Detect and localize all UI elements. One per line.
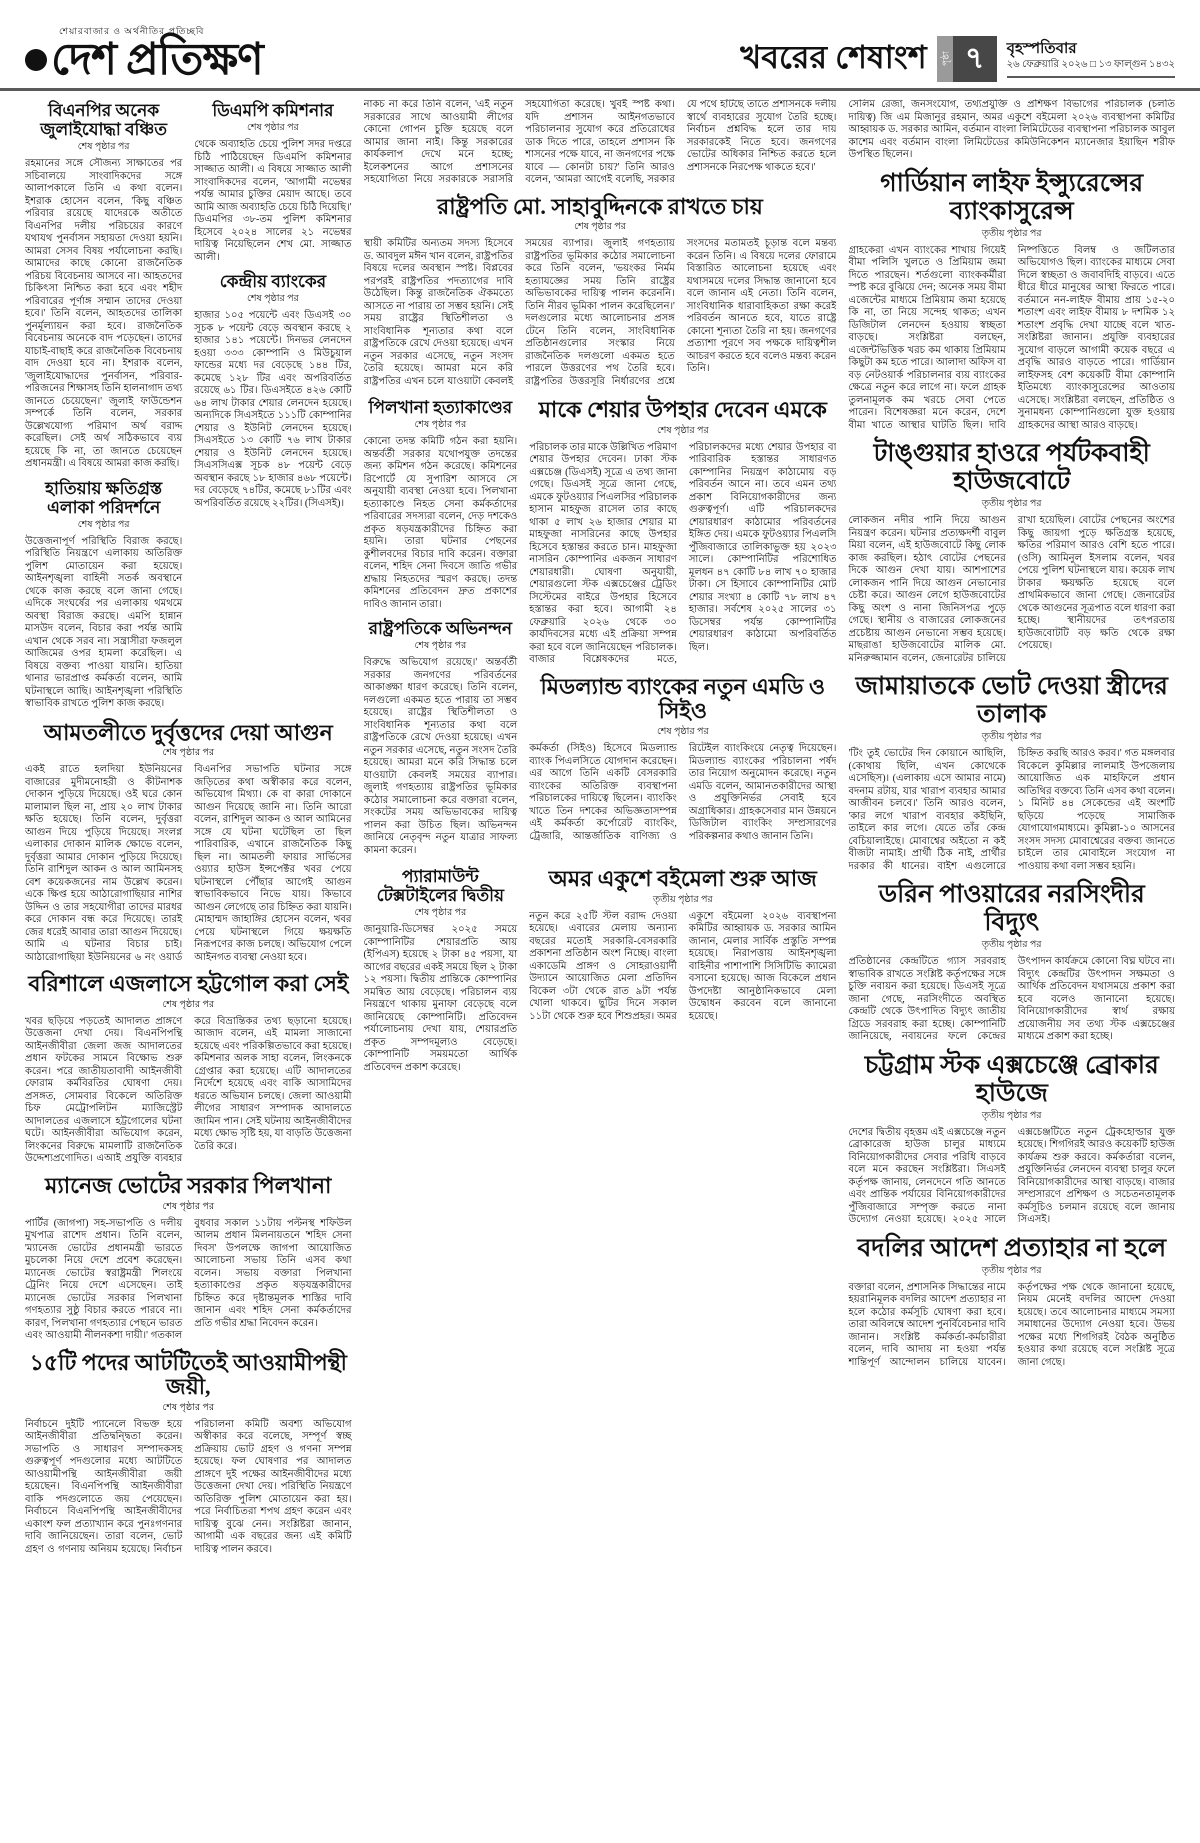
- section-title: খবরের শেষাংশ: [740, 39, 927, 75]
- continuation-note: শেষ পৃষ্ঠার পর: [162, 999, 215, 1010]
- right-region: [848, 99, 1175, 1839]
- article-headline: মাকে শেয়ার উপহার দেবেন এমকে: [538, 397, 827, 423]
- article: [364, 99, 837, 187]
- article: [25, 721, 352, 965]
- article: [848, 673, 1175, 873]
- article-body: নির্বাচনে দুইটি প্যানেলে বিভক্ত হয়ে আইনজীবীরা প্রতিদ্বন্দ্বিতা করেন। সভাপতি ও সাধারণ সম্পাদকসহ গুরুত্বপূর্ণ পদগুলোর মধ্যে আটটিতে আওয়ামীপন্থি আইনজীবীরা জয়ী হয়েছেন। বিএনপিপন্থি আইনজীবীরা বাকি পদগুলোতে জয় পেয়েছেন। নির্বাচনে বিএনপিপন্থি আইনজীবীদের একাংশ ফল প্রত্যাখ্যান করে পুনঃগণনার দাবি জানিয়েছেন। তারা বলেন, ভোট গ্রহণ ও গণনায় অনিয়ম হয়েছে। নির্বাচন পরিচালনা কমিটি অবশ্য অভিযোগ অস্বীকার করে বলেছে, সম্পূর্ণ স্বচ্ছ প্রক্রিয়ায় ভোট গ্রহণ ও গণনা সম্পন্ন হয়েছে। ফল ঘোষণার পর আদালত প্রাঙ্গণে দুই পক্ষের আইনজীবীদের মধ্যে উত্তেজনা দেখা দেয়। পরিস্থিতি নিয়ন্ত্রণে অতিরিক্ত পুলিশ মোতায়েন করা হয়। পরে নির্বাচিতরা শপথ গ্রহণ করেন এবং দায়িত্ব বুঝে নেন। সংশ্লিষ্টরা জানান, আগামী এক বছরের জন্য এই কমিটি দায়িত্ব পালন করবে।: [25, 1418, 352, 1555]
- article-headline: গার্ডিয়ান লাইফ ইন্স্যুরেন্সের ব্যাংকাসুরেন্স: [880, 169, 1144, 225]
- page-number-tag: [937, 36, 997, 82]
- article: [364, 195, 837, 389]
- article-body: পরিচালক তার মাকে উল্লিখিত পরিমাণ শেয়ার উপহার দেবেন। ঢাকা স্টক এক্সচেঞ্জ (ডিএসই) সূত্রে এ তথ্য জানা গেছে। ডিএসই সূত্রে জানা গেছে, এমকে ফুটওয়্যার পিএলসির পরিচালক হাসান মাহফুজ রাসেল তার কাছে থাকা ৫ লাখ ২৬ হাজার শেয়ার মা মাহফুজা নাসরিনের কাছে উপহার হিসেবে হস্তান্তর করতে চান। মাহফুজা নাসরিন কোম্পানির একজন সাধারণ শেয়ারধারী। ঘোষণা অনুযায়ী, শেয়ারগুলো স্টক এক্সচেঞ্জের ট্রেডিং সিস্টেমের বাইরে উপহার হিসেবে হস্তান্তর করা হবে। আগামী ২৪ ফেব্রুয়ারি ২০২৬ থেকে ৩০ কার্যদিবসের মধ্যে এই প্রক্রিয়া সম্পন্ন করা হবে বলে জানিয়েছেন পরিচালক। বাজার বিশ্লেষকদের মতে, পরিচালকদের মধ্যে শেয়ার উপহার বা পারিবারিক হস্তান্তর সাধারণত কোম্পানির নিয়ন্ত্রণ কাঠামোয় বড় পরিবর্তন আনে না। তবে এমন তথ্য প্রকাশ বিনিয়োগকারীদের জন্য গুরুত্বপূর্ণ। এটি পরিচালকদের শেয়ারধারণ কাঠামোর পরিবর্তনের ইঙ্গিত দেয়। এমকে ফুটওয়্যার পিএলসি পুঁজিবাজারে তালিকাভুক্ত হয় ২০২৩ সালে। কোম্পানিটির পরিশোধিত মূলধন ৪৭ কোটি ৮৪ লাখ ৭০ হাজার টাকা। সে হিসাবে কোম্পানিটির মোট শেয়ার সংখ্যা ৪ কোটি ৭৮ লাখ ৪৭ হাজার। সর্বশেষ ২০২৫ সালের ৩১ ডিসেম্বর পর্যন্ত কোম্পানিটির শেয়ারধারণ কাঠামো অপরিবর্তিত ছিল।: [529, 441, 837, 666]
- article-body: একই রাতে হলদিয়া ইউনিয়নের বাজারের মুদীমনোহরী ও কীটনাশক দোকান পুড়িয়ে দিয়েছে। ওই ঘরে কোন মালামাল ছিল না, প্রায় ২০ লাখ টাকার ক্ষতি হয়েছে। তিনি বলেন, দুর্বৃত্তরা আগুন দিয়ে পুড়িয়ে দিয়েছে। সংলগ্ন এলাকার দোকান মালিক ক্ষোভে বলেন, দুর্বৃত্তরা আমার দোকান পুড়িয়ে দিয়েছে। তিনি রাশিদুল আকন ও আল আমিনসহ বেশ কয়েকজনের নাম উল্লেখ করেন। একে ক্ষিপ্ত হয়ে আঠারোগাছিয়ার নাশির উদ্দিন ও তার সহযোগীরা তাদের মারধর করে দোকান বন্ধ করে দিয়েছে। তারই জের ধরেই আবার তারা আগুন দিয়েছে। আমি এ ঘটনার বিচার চাই। আঠারোগাছিয়া ইউনিয়নের ৬ নং ওয়ার্ড বিএনপির সভাপতি ঘটনার সঙ্গে জড়িতের কথা অস্বীকার করে বলেন, অভিযোগ মিথ্যা। কে বা কারা দোকানে আগুন দিয়েছে জানি না। তিনি আরো বলেন, রাশিদুল আকন ও আল আমিনের সঙ্গে যে ঘটনা ঘটেছিল তা ছিল পারিবারিক, এখানে রাজনৈতিক কিছু ছিল না। আমতলী ফায়ার সার্ভিসের ওয়্যার হাউস ইন্সপেক্টর খবর পেয়ে ঘটনাস্থলে পৌঁছার আগেই আগুন স্বাভাবিকভাবে নিভে যায়। কিভাবে আগুন লেগেছে তার চিহ্নিত করা যায়নি। মোহাম্মদ জাহাঙ্গির হোসেন বলেন, খবর পেয়ে ঘটনাস্থলে গিয়ে ক্ষয়ক্ষতি নিরূপণের কাজ চলছে। অভিযোগ পেলে আইনগত ব্যবস্থা নেওয়া হবে।: [25, 764, 352, 963]
- article-headline: বরিশালে এজলাসে হট্টগোল করা সেই: [28, 971, 349, 997]
- article: [25, 972, 352, 1166]
- continuation-note: শেষ পৃষ্ঠার পর: [162, 1402, 215, 1413]
- column-stack: [25, 99, 182, 719]
- masthead-tagline: শেয়ারবাজার ও অর্থনীতির প্রতিচ্ছবি: [59, 26, 205, 36]
- article-headline: চট্টগ্রাম স্টক এক্সচেঞ্জে ব্রোকার হাউজে: [864, 1051, 1159, 1107]
- article-body: লোকজন নদীর পানি দিয়ে আগুন নিয়ন্ত্রণ করেন। ঘটনার প্রত্যক্ষদর্শী বাবুল মিয়া বলেন, এই হাউজবোটে কিছু লোক কাজ করছিল। হঠাৎ বোটের পেছনের দিকে আগুন দেখা যায়। আশপাশের লোকজন পানি দিয়ে আগুন নেভানোর চেষ্টা করে। আগুন লেগে হাউজবোটের কিছু অংশ ও নানা জিনিসপত্র পুড়ে গেছে। স্থানীয় ও বাজারের লোকজনের প্রচেষ্টায় আগুন নেভানো সম্ভব হয়েছে। মাছরাঙা হাউজবোটের মালিক মো. মনিরুজ্জামান বলেন, জেনারেটর চালিয়ে রাখা হয়েছিল। বোটের পেছনের অংশের কিছু জায়গা পুড়ে ক্ষতিগ্রস্ত হয়েছে, ক্ষতির পরিমাণ আরও বেশি হতে পারে। (ওসি) আমিনুল ইসলাম বলেন, খবর পেয়ে পুলিশ ঘটনাস্থলে যায়। কয়েক লাখ টাকার ক্ষয়ক্ষতি হয়েছে বলে প্রাথমিকভাবে জানা গেছে। জেনারেটর থেকে আগুনের সূত্রপাত বলে ধারণা করা হচ্ছে। স্থানীয়দের তৎপরতায় হাউজবোটটি বড় ক্ষতি থেকে রক্ষা পেয়েছে।: [848, 515, 1175, 664]
- page-number: ৭: [953, 36, 997, 82]
- article-body: বিরুদ্ধে অভিযোগ রয়েছে।' অন্তর্বর্তী সরকার জনগণের পরিবর্তনের আকাঙ্ক্ষা ধারণ করেছে। তিনি বলেন, দলগুলো একমত হতে পারায় তা সম্ভব হয়েছে। রাষ্ট্রের স্থিতিশীলতা ও সাংবিধানিক শূন্যতার কথা বলে রাষ্ট্রপতিকে রেখে দেওয়া হয়েছে। এখন নতুন সরকার এসেছে, নতুন সংসদ তৈরি হয়েছে। আমরা মনে করি সিদ্ধান্ত চলে যাওয়াটা কেবলই সময়ের ব্যাপার। জুলাই গণহত্যায় রাষ্ট্রপতির ভূমিকার কঠোর সমালোচনা করে বক্তারা বলেন, সংকটের সময় অভিভাবকের দায়িত্ব পালন করা উচিত ছিল। অভিনন্দন জানিয়ে নেতৃবৃন্দ নতুন যাত্রার সাফল্য কামনা করেন।: [363, 657, 518, 856]
- column-band: [25, 99, 352, 719]
- column-stack: [529, 396, 836, 865]
- article-headline: ডরিন পাওয়ারের নরসিংদীর বিদ্যুৎ: [878, 881, 1145, 936]
- article-body: কোনো তদন্ত কমিটি গঠন করা হয়নি। অন্তর্বর্তী সরকার যথোপযুক্ত তদন্তের জন্য কমিশন গঠন করেছে। কমিশনের রিপোর্টে যে সুপারিশ আসবে সে অনুযায়ী ব্যবস্থা নেওয়া হবে। পিলখানা হত্যাকাণ্ডে নিহত সেনা কর্মকর্তাদের পরিবারের সদস্যরা বলেন, দেড় দশকেও প্রকৃত ষড়যন্ত্রকারীদের চিহ্নিত করা হয়নি। তারা ঘটনার পেছনের কুশীলবদের বিচার দাবি করেন। বক্তারা বলেন, শহিদ সেনা দিবসে জাতি গভীর শ্রদ্ধায় নিহতদের স্মরণ করছে। তদন্ত কমিশনের প্রতিবেদন দ্রুত প্রকাশের দাবিও জানান তারা।: [363, 436, 518, 610]
- article: [848, 881, 1175, 1044]
- article-body: বক্তারা বলেন, প্রশাসনিক সিদ্ধান্তের নামে হয়রানিমূলক বদলির আদেশ প্রত্যাহার না হলে কঠোর কর্মসূচি ঘোষণা করা হবে। তারা অবিলম্বে আদেশ পুনর্বিবেচনার দাবি জানান। সংশ্লিষ্ট কর্মকর্তা-কর্মচারীরা বলেন, দাবি আদায় না হওয়া পর্যন্ত শান্তিপূর্ণ আন্দোলন চালিয়ে যাবেন। কর্তৃপক্ষের পক্ষ থেকে জানানো হয়েছে, নিয়ম মেনেই বদলির আদেশ দেওয়া হয়েছে। তবে আলোচনার মাধ্যমে সমস্যা সমাধানের উদ্যোগ নেওয়া হবে। উভয় পক্ষের মধ্যে শিগগিরই বৈঠক অনুষ্ঠিত হওয়ার কথা রয়েছে বলে সংশ্লিষ্ট সূত্রে জানা গেছে।: [848, 1281, 1175, 1368]
- continuation-note: শেষ পৃষ্ঠার পর: [414, 420, 467, 431]
- masthead-title: দেশ প্রতিক্ষণ: [51, 35, 263, 84]
- article: [848, 99, 1175, 162]
- column-band: [364, 396, 837, 865]
- continuation-note: তৃতীয় পৃষ্ঠার পর: [981, 1110, 1042, 1121]
- article: [848, 440, 1175, 665]
- article-headline: জামায়াতকে ভোট দেওয়া স্ত্রীদের তালাক: [855, 673, 1168, 728]
- weekday: বৃহস্পতিবার: [1006, 41, 1077, 58]
- article-body: রহমানের সঙ্গে সৌজন্য সাক্ষাতের পর সচিবালয়ে সাংবাদিকদের সঙ্গে আলাপকালে তিনি এ কথা বলেন। ইশরাক হোসেন বলেন, 'কিছু বঞ্চিত পরিবার রয়েছে যাদেরকে অতীতে বিএনপির দলীয় পরিচয়ের কারণে যথাযথ পুনর্বাসন সহায়তা দেওয়া হয়নি। আমরা সেসব বিষয় পর্যালোচনা করছি। আমাদের কাছে কোনো রাজনৈতিক পরিচয় বিবেচনায় আসবে না। আহতদের চিকিৎসা নিশ্চিত করা হবে এবং শহীদ পরিবারের পূর্ণাঙ্গ সম্মান তাদের দেওয়া হবে।' তিনি বলেন, আহতদের তালিকা পুনর্মূল্যায়ন করা হবে। রাজনৈতিক বিবেচনায় অনেকে বাদ পড়েছেন। তাদের যাচাই-বাছাই করে রাজনৈতিক বিবেচনায় বাদ দেওয়া হবে না। ইশরাক বলেন, 'জুলাইযোদ্ধাদের পুনর্বাসন, পরিবার-পরিজনের শিক্ষাসহ তিনি হালনাগাদ তথ্য জানতে চেয়েছেন।' জুলাই ফাউন্ডেশন সম্পর্কে তিনি বলেন, সরকার উল্লেখযোগ্য পরিমাণ অর্থ বরাদ্দ করেছিল। সেই অর্থ সঠিকভাবে ব্যয় হয়েছে কি না, তা জানতে চেয়েছেন প্রধানমন্ত্রী। এ বিষয়ে আমরা কাজ করছি।: [25, 158, 183, 470]
- article-body: জানুয়ারি-ডিসেম্বর ২০২৫ সময়ে কোম্পানিটির শেয়ারপ্রতি আয় (ইপিএস) হয়েছে ২ টাকা ৪৫ পয়সা, যা আগের বছরের একই সময়ে ছিল ২ টাকা ১২ পয়সা। দ্বিতীয় প্রান্তিকে কোম্পানির সমন্বিত আয় বেড়েছে। পরিচালন ব্যয় নিয়ন্ত্রণে থাকায় মুনাফা বেড়েছে বলে জানিয়েছে কোম্পানিটি। প্রতিবেদন পর্যালোচনায় দেখা যায়, শেয়ারপ্রতি প্রকৃত সম্পদমূল্যও বেড়েছে। কোম্পানিটি সময়মতো আর্থিক প্রতিবেদন প্রকাশ করেছে।: [363, 924, 518, 1073]
- continuation-note: শেষ পৃষ্ঠার পর: [414, 908, 467, 919]
- continuation-note: শেষ পৃষ্ঠার পর: [574, 222, 626, 233]
- article-body: খবর ছড়িয়ে পড়তেই আদালত প্রাঙ্গণে উত্তেজনা দেখা দেয়। বিএনপিপন্থি আইনজীবীরা জেলা জজ আদালতের প্রধান ফটকের সামনে বিক্ষোভ শুরু করেন। পরে জাতীয়তাবাদী আইনজীবী ফোরাম কর্মবিরতির ঘোষণা দেয়। প্রসঙ্গত, সোমবার বিকেলে অতিরিক্ত চিফ মেট্রোপলিটন ম্যাজিস্ট্রেট আদালতের এজলাসে হট্টগোলের ঘটনা ঘটে। আইনজীবীরা অভিযোগ করেন, লিংকনের বিরুদ্ধে মামলাটি রাজনৈতিক উদ্দেশ্যপ্রণোদিত। এআই প্রযুক্তি ব্যবহার করে বিভ্রান্তিকর তথ্য ছড়ানো হয়েছে। আজাদ বলেন, এই মামলা সাজানো হয়েছে এবং পরিকল্পিতভাবে করা হয়েছে। কমিশনার অলক সাহা বলেন, লিংকনকে গ্রেপ্তার করা হয়েছে। এটি আদালতের নির্দেশে হয়েছে এবং বাকি আসামিদের ধরতে অভিযান চলছে। জেলা আওয়ামী লীগের সাধারণ সম্পাদক আদালতে জামিন পান। সেই ঘটনায় আইনজীবীদের মধ্যে ক্ষোভ সৃষ্টি হয়, যা বাড়তি উত্তেজনা তৈরি করে।: [25, 1015, 352, 1165]
- middle-region: [364, 99, 837, 1839]
- article-body: সেলিম রেজা, জনসংযোগ, তথ্যপ্রযুক্তি ও প্রশিক্ষণ বিভাগের পরিচালক (চলতি দায়িত্ব) জি এম মিজানুর রহমান, অমর একুশে বইমেলা ২০২৬ ব্যবস্থাপনা কমিটির আহ্বায়ক ড. সরকার আমিন, বর্তমান বাংলা লিমিটেডের ব্যবস্থাপনা পরিচালক আবুল কাশেম এবং বর্তমান বাংলা লিমিটেডের কমিউনিকেশন ম্যানেজার ইয়াছিন শরীফ উপস্থিত ছিলেন।: [848, 99, 1176, 160]
- article-body: স্থায়ী কমিটির অন্যতম সদস্য হিসেবে ড. আবদুল মঈন খান বলেন, রাষ্ট্রপতির বিষয়ে দলের অবস্থান স্পষ্ট। বিপ্লবের পরপরই রাষ্ট্রপতির পদত্যাগের দাবি উঠেছিল। কিন্তু রাজনৈতিক ঐকমত্যে আসতে না পারায় তা সম্ভব হয়নি। সেই সময় রাষ্ট্রের স্থিতিশীলতা ও সাংবিধানিক শূন্যতার কথা বলে রাষ্ট্রপতিকে রেখে দেওয়া হয়েছে। এখন নতুন সরকার এসেছে, নতুন সংসদ তৈরি হয়েছে। আমরা মনে করি রাষ্ট্রপতির এখন চলে যাওয়াটা কেবলই সময়ের ব্যাপার। জুলাই গণহত্যায় রাষ্ট্রপতির ভূমিকার কঠোর সমালোচনা করে তিনি বলেন, 'ভয়ংকর নির্মম হত্যাযজ্ঞের সময় তিনি রাষ্ট্রের অভিভাবকের দায়িত্ব পালন করেননি। তিনি নীরব ভূমিকা পালন করেছিলেন।' দলগুলোর মধ্যে আলোচনার প্রসঙ্গ টেনে তিনি বলেন, সাংবিধানিক প্রতিষ্ঠানগুলোর সংস্কার নিয়ে রাজনৈতিক দলগুলো একমত হতে পারলে উত্তরণের পথ তৈরি হবে। রাষ্ট্রপতির উত্তরসূরি নির্ধারণের প্রশ্নে সংসদের মতামতই চূড়ান্ত বলে মন্তব্য করেন তিনি। এ বিষয়ে দলের ফোরামে বিস্তারিত আলোচনা হয়েছে এবং যথাসময়ে দলের সিদ্ধান্ত জানানো হবে বলে জানান এই নেতা। তিনি বলেন, সাংবিধানিক ধারাবাহিকতা রক্ষা করেই পরিবর্তন আনতে হবে, যাতে রাষ্ট্রে কোনো শূন্যতা তৈরি না হয়। জনগণের প্রত্যাশা পূরণে সব পক্ষকে দায়িত্বশীল আচরণ করতে হবে বলেও মন্তব্য করেন তিনি।: [363, 238, 837, 387]
- article-body: দেশের দ্বিতীয় বৃহত্তম এই এক্সচেঞ্জে নতুন ব্রোকারেজ হাউজ চালুর মাধ্যমে বিনিয়োগকারীদের সেবার পরিধি বাড়বে বলে মনে করছেন সংশ্লিষ্টরা। সিএসই কর্তৃপক্ষ জানায়, লেনদেনে গতি আনতে এবং প্রান্তিক পর্যায়ের বিনিয়োগকারীদের পুঁজিবাজারে সম্পৃক্ত করতে নানা উদ্যোগ নেওয়া হয়েছে। ২০২৫ সালে এক্সচেঞ্জটিতে নতুন ট্রেকহোল্ডার যুক্ত হয়েছে। শিগগিরই আরও কয়েকটি হাউজ কার্যক্রম শুরু করবে। কর্মকর্তারা বলেন, প্রযুক্তিনির্ভর লেনদেন ব্যবস্থা চালুর ফলে বিনিয়োগকারীদের আস্থা বাড়ছে। বাজার সম্প্রসারণে প্রশিক্ষণ ও সচেতনতামূলক কর্মসূচিও চলমান রয়েছে বলে জানায় সিএসই।: [848, 1126, 1175, 1225]
- continuation-note: তৃতীয় পৃষ্ঠার পর: [653, 894, 713, 905]
- article: [364, 398, 518, 611]
- article-headline: প্যারামাউন্ট টেক্সটাইলের দ্বিতীয়: [376, 867, 505, 906]
- article: [25, 101, 182, 471]
- article-body: পার্টির (জাগপা) সহ-সভাপতি ও দলীয় মুখপাত্র রাশেদ প্রধান। তিনি বলেন, 'ম্যানেজ ভোটের প্রধানমন্ত্রী ভারতে মুচলেকা নিয়ে দেশে প্রবেশ করেছেন। ম্যানেজ ভোটের স্বরাষ্ট্রমন্ত্রী শিলংয়ে ট্রেনিং নিয়ে দেশে এসেছেন। তাই ম্যানেজ ভোটের সরকার পিলখানা গণহত্যার সুষ্ঠু বিচার করতে পারবে না। কারণ, পিলখানা গণহত্যার পেছনে ভারত এবং আওয়ামী নীলনকশা দায়ী।' গতকাল বুধবার সকাল ১১টায় পল্টনস্থ শফিউল আলম প্রধান মিলনায়তনে 'শহিদ সেনা দিবস' উপলক্ষে জাগপা আয়োজিত আলোচনা সভায় তিনি এসব কথা বলেন। সভায় বক্তারা পিলখানা হত্যাকাণ্ডের প্রকৃত ষড়যন্ত্রকারীদের চিহ্নিত করে দৃষ্টান্তমূলক শাস্তির দাবি জানান এবং শহিদ সেনা কর্মকর্তাদের প্রতি গভীর শ্রদ্ধা নিবেদন করেন।: [25, 1217, 352, 1341]
- content-columns: [0, 91, 1200, 1839]
- article-headline: ১৫টি পদের আটটিতেই আওয়ামীপন্থী জয়ী,: [29, 1349, 347, 1400]
- article-headline: মিডল্যান্ড ব্যাংকের নতুন এমডি ও সিইও: [540, 673, 826, 724]
- article: [848, 170, 1175, 433]
- column-stack: [364, 396, 518, 865]
- article: [848, 1235, 1175, 1370]
- article-headline: ম্যানেজ ভোটের সরকার পিলখানা: [45, 1172, 332, 1198]
- article-body: 'টিং তুই ভোটের দিন কোয়ানে আছিলি, (কোথায় ছিলি, এখন কোথেকে এসেছিস)। (এলাকায় এসে আমার নামে) বদনাম রটায়, যার খারাপ ব্যবহার আমার আজীবন চলবে।' তিনি আরও বলেন, 'কার লগে খারাপ ব্যবহার কইছিনি, তাইলে কার লগে। যেতে তাঁর কেন্দ্র বেচিয়ালাইছে। মোবাশ্বের অইতো ন কই বীজটা নামাই। প্রার্থী ঠিক নাই, প্রার্থীর দরকার কী ধানের। বাইশ এগুলোরে চিহ্নিত করছি আরও করব।' গত মঙ্গলবার বিকেলে কুমিল্লার লালমাই উপজেলায় আয়োজিত এক মাহফিলে প্রধান অতিথির বক্তব্যে তিনি এসব কথা বলেন। ১ মিনিট ৪৪ সেকেন্ডের এই অংশটি ছড়িয়ে পড়েছে সামাজিক যোগাযোগমাধ্যমে। কুমিল্লা-১০ আসনের সংসদ সদস্য মোবাশ্বেরের বক্তব্য জানতে চাইলে তার মোবাইলে সংযোগ না পাওয়ায় কথা বলা সম্ভব হয়নি।: [848, 748, 1175, 872]
- continuation-note: শেষ পৃষ্ঠার পর: [656, 425, 709, 436]
- continuation-note: শেষ পৃষ্ঠার পর: [247, 123, 299, 134]
- article: [25, 1351, 352, 1557]
- continuation-note: শেষ পৃষ্ঠার পর: [247, 294, 299, 305]
- article: [25, 1174, 352, 1343]
- article-body: উত্তেজনাপূর্ণ পরিস্থিতি বিরাজ করছে। পরিস্থিতি নিয়ন্ত্রণে এলাকায় অতিরিক্ত পুলিশ মোতায়েন করা হয়েছে। আইনশৃঙ্খলা বাহিনী সতর্ক অবস্থানে থেকে কাজ করছে বলে জানা গেছে। এদিকে সংঘর্ষের পর এলাকায় থমথমে অবস্থা বিরাজ করছে। এমপি হান্নান মাসউদ বলেন, বিচার করা পর্যন্ত আমি এখান থেকে সরব না। সন্ত্রাসীরা ফজলুল আজিমের ওপর হামলা করেছিল। এ বিষয়ে বক্তব্য পাওয়া যায়নি। হাতিয়া থানার ভারপ্রাপ্ত কর্মকর্তা বলেন, আমি ঘটনাস্থলে আছি। আইনশৃঙ্খলা পরিস্থিতি স্বাভাবিক রাখতে পুলিশ কাজ করছে।: [25, 535, 183, 710]
- article-headline: কেন্দ্রীয় ব্যাংকের: [219, 272, 327, 292]
- continuation-note: শেষ পৃষ্ঠার পর: [162, 1201, 215, 1212]
- page-label: পৃষ্ঠা: [937, 36, 953, 82]
- article: [529, 398, 836, 667]
- column-stack: [194, 99, 351, 719]
- article-headline: বিএনপির অনেক জুলাইযোদ্ধা বঞ্চিত: [40, 101, 168, 140]
- continuation-note: তৃতীয় পৃষ্ঠার পর: [981, 499, 1042, 509]
- article: [364, 867, 518, 1074]
- article: [194, 101, 351, 264]
- continuation-note: শেষ পৃষ্ঠার পর: [77, 142, 130, 153]
- column-stack: [364, 865, 518, 1082]
- masthead-emblem-icon: [25, 49, 47, 71]
- article-headline: ডিএমপি কমিশনার: [212, 101, 334, 120]
- article-body: হাজার ১০৫ পয়েন্টে এবং ডিএসই ৩০ সূচক ৮ পয়েন্ট বেড়ে অবস্থান করছে ২ হাজার ১৪১ পয়েন্টে। দিনভর লেনদেন হওয়া ৩৩৩ কোম্পানি ও মিউচুয়াল ফান্ডের মধ্যে দর বেড়েছে ১৪৪ টির, কমেছে ১২৮ টির এবং অপরিবর্তিত রয়েছে ৬১ টির। ডিএসইতে ৪২৬ কোটি ৬৪ লাখ টাকার শেয়ার লেনদেন হয়েছে। অন্যদিকে সিএসইতে ১১১টি কোম্পানির শেয়ার ও ইউনিট লেনদেন হয়েছে। সিএসইতে ১৩ কোটি ৭৬ লাখ টাকার শেয়ার ও ইউনিট লেনদেন হয়েছে। সিএসসিএক্স সূচক ৪৮ পয়েন্ট বেড়ে অবস্থান করছে ১৮ হাজার ৪৬৮ পয়েন্টে। দর বেড়েছে ৭৪টির, কমেছে ৮১টির এবং অপরিবর্তিত রয়েছে ২২টির। (সিএসই)।: [194, 310, 352, 509]
- column-stack: [529, 865, 836, 1082]
- date-block: [1007, 40, 1175, 77]
- continuation-note: তৃতীয় পৃষ্ঠার পর: [981, 1265, 1042, 1276]
- article: [25, 479, 182, 711]
- article-body: গ্রাহকেরা এখন ব্যাংকের শাখায় গিয়েই বীমা পলিসি খুলতে ও প্রিমিয়াম জমা দিতে পারছেন। শর্তগুলো ব্যাংককর্মীরা স্পষ্ট করে বুঝিয়ে দেন; অনেক সময় বীমা এজেন্টের মাধ্যমে প্রিমিয়াম জমা হয়েছে কি না, তা নিয়ে সন্দেহ থাকত; এখন ডিজিটাল লেনদেন হওয়ায় স্বচ্ছতা বাড়ছে। সংশ্লিষ্টরা বলছেন, এজেন্টভিত্তিক খরচ কম থাকায় প্রিমিয়াম কিছুটা কম হতে পারে। আলাদা অফিস বা বড় নেটওয়ার্ক পরিচালনার ব্যয় ব্যাংকের ক্ষেত্রে নতুন করে লাগে না। ফলে গ্রাহক তুলনামূলক কম খরচে সেবা পেতে পারেন। বিশেষজ্ঞরা মনে করেন, দেশে বীমা খাতে আস্থার ঘাটতি ছিল। দাবি নিষ্পত্তিতে বিলম্ব ও জটিলতার অভিযোগও ছিল। ব্যাংকের মাধ্যমে সেবা দিলে স্বচ্ছতা ও জবাবদিহি বাড়বে। এতে ধীরে ধীরে মানুষের আস্থা ফিরতে পারে। বর্তমানে নন-লাইফ বীমায় প্রায় ১৫-২০ শতাংশ এবং লাইফ বীমায় ৮ দশমিক ১২ শতাংশ প্রবৃদ্ধি দেখা যাচ্ছে বলে খাত-সংশ্লিষ্টরা জানান। প্রযুক্তি ব্যবহারের সুযোগ বাড়লে আগামী কয়েক বছরে এ প্রবৃদ্ধি আরও বাড়তে পারে। গার্ডিয়ান লাইফসহ বেশ কয়েকটি বীমা কোম্পানি ইতিমধ্যে ব্যাংকাসুরেন্সের আওতায় এসেছে। সংশ্লিষ্টরা বলছেন, প্রতিষ্ঠিত ও সুনামধন্য কোম্পানিগুলো যুক্ত হওয়ায় গ্রাহকদের আস্থা আরও বাড়ছে।: [848, 244, 1175, 431]
- article-headline: বদলির আদেশ প্রত্যাহার না হলে: [857, 1234, 1167, 1262]
- article-headline: রাষ্ট্রপতি মো. সাহাবুদ্দিনকে রাখতে চায়: [437, 193, 763, 219]
- left-region: [25, 99, 352, 1839]
- continuation-note: শেষ পৃষ্ঠার পর: [656, 727, 709, 737]
- page-header: [0, 0, 1200, 91]
- article-headline: পিলখানা হত্যাকাণ্ডের: [368, 398, 513, 418]
- article-body: থেকে অব্যাহতি চেয়ে পুলিশ সদর দপ্তরে চিঠি পাঠিয়েছেন ডিএমপি কমিশনার সাজ্জাত আলী। এ বিষয়ে সাজ্জাত আলী সাংবাদিকদের বলেন, 'আগামী নভেম্বর পর্যন্ত আমার চুক্তির মেয়াদ আছে। তবে আমি আজ অব্যাহতি চেয়ে চিঠি দিয়েছি।' ডিএমপির ৩৮-তম পুলিশ কমিশনার হিসেবে ২০২৪ সালের ২১ নভেম্বর দায়িত্ব নিয়েছিলেন শেখ মো. সাজ্জাত আলী।: [194, 139, 352, 263]
- continuation-note: তৃতীয় পৃষ্ঠার পর: [981, 732, 1042, 742]
- article-headline: টাঙ্গুয়ার হাওরে পর্যটকবাহী হাউজবোটে: [873, 440, 1150, 495]
- masthead: [25, 27, 263, 82]
- date-line: ২৬ ফেব্রুয়ারি ২০২৬ □ ১৩ ফাল্গুন ১৪৩২: [1006, 59, 1175, 71]
- continuation-note: শেষ পৃষ্ঠার পর: [162, 748, 215, 759]
- article-body: নাকচ না করে তিনি বলেন, 'এই নতুন সরকারের সাথে আওয়ামী লীগের কোনো গোপন চুক্তি হয়েছে বলে আমার জানা নাই। কিন্তু সরকারের কার্যকলাপ দেখে মনে হচ্ছে; ইলেকশনের আগে প্রশাসনের সহযোগিতা নিয়ে সরকারকে সরাসরি সহযোগিতা করেছে। খুবই স্পষ্ট কথা। যদি প্রশাসন আইনগতভাবে পরিচালনার সুযোগ করে প্রতিরোধের ডাক দিতে পারে, তাহলে প্রশাসন কি শাসনের পক্ষে যাবে, না জনগণের পক্ষে যাবে — কোনটা চায়?' তিনি আরও বলেন, 'আমরা আগেই বলেছি, সরকার যে পথে হাঁটছে তাতে প্রশাসনকে দলীয় স্বার্থে ব্যবহারের সুযোগ তৈরি হচ্ছে। নির্বাচন প্রশ্নবিদ্ধ হলে তার দায় সরকারকেই নিতে হবে। জনগণের ভোটের অধিকার নিশ্চিত করতে হলে প্রশাসনকে নিরপেক্ষ থাকতে হবে।': [363, 99, 837, 185]
- article: [848, 1052, 1175, 1227]
- article: [194, 272, 351, 510]
- continuation-note: শেষ পৃষ্ঠার পর: [414, 641, 467, 652]
- article-headline: আমতলীতে দুর্বৃত্তদের দেয়া আগুন: [43, 719, 333, 745]
- article: [529, 675, 836, 843]
- article-headline: হাতিয়ায় ক্ষতিগ্রস্ত এলাকা পরিদর্শনে: [45, 478, 163, 517]
- article-headline: রাষ্ট্রপতিকে অভিনন্দন: [368, 619, 513, 639]
- continuation-note: তৃতীয় পৃষ্ঠার পর: [981, 228, 1042, 239]
- article: [364, 619, 518, 857]
- article-body: প্রতিষ্ঠানের কেন্দ্রটিতে গ্যাস সরবরাহ স্বাভাবিক রাখতে সংশ্লিষ্ট কর্তৃপক্ষের সঙ্গে চুক্তি নবায়ন করা হয়েছে। ডিএসই সূত্রে জানা গেছে, নরসিংদীতে অবস্থিত কেন্দ্রটি থেকে উৎপাদিত বিদ্যুৎ জাতীয় গ্রিডে সরবরাহ করা হচ্ছে। কোম্পানিটি জানিয়েছে, নবায়নের ফলে কেন্দ্রের উৎপাদন কার্যক্রমে কোনো বিঘ্ন ঘটবে না। বিদ্যুৎ কেন্দ্রটির উৎপাদন সক্ষমতা ও আর্থিক প্রতিবেদন যথাসময়ে প্রকাশ করা হবে বলেও জানানো হয়েছে। বিনিয়োগকারীদের স্বার্থ রক্ষায় প্রয়োজনীয় সব তথ্য স্টক এক্সচেঞ্জের মাধ্যমে প্রকাশ করা হচ্ছে।: [848, 956, 1175, 1042]
- article: [529, 867, 836, 1023]
- continuation-note: শেষ পৃষ্ঠার পর: [77, 519, 130, 530]
- column-band: [364, 865, 837, 1082]
- article-body: নতুন করে ২৫টি স্টল বরাদ্দ দেওয়া হয়েছে। এবারের মেলায় অন্যান্য বছরের মতোই সরকারি-বেসরকারি প্রকাশনা প্রতিষ্ঠান অংশ নিচ্ছে। বাংলা একাডেমি প্রাঙ্গণ ও সোহরাওয়ার্দী উদ্যানে আয়োজিত মেলা প্রতিদিন বিকেল ৩টা থেকে রাত ৯টা পর্যন্ত খোলা থাকবে। ছুটির দিনে সকাল ১১টা থেকে শুরু হবে শিশুপ্রহর। অমর একুশে বইমেলা ২০২৬ ব্যবস্থাপনা কমিটির আহ্বায়ক ড. সরকার আমিন জানান, মেলার সার্বিক প্রস্তুতি সম্পন্ন হয়েছে। নিরাপত্তায় আইনশৃঙ্খলা বাহিনীর পাশাপাশি সিসিটিভি ক্যামেরা বসানো হয়েছে। আজ বিকেলে প্রধান উপদেষ্টা আনুষ্ঠানিকভাবে মেলা উদ্বোধন করবেন বলে জানানো হয়েছে।: [529, 910, 837, 1022]
- article-headline: অমর একুশে বইমেলা শুরু আজ: [548, 866, 817, 892]
- continuation-note: তৃতীয় পৃষ্ঠার পর: [981, 940, 1042, 950]
- article-body: কর্মকর্তা (সিইও) হিসেবে মিডল্যান্ড ব্যাংক পিএলসিতে যোগদান করেছেন। এর আগে তিনি একটি বেসরকারি ব্যাংকের অতিরিক্ত ব্যবস্থাপনা পরিচালকের দায়িত্বে ছিলেন। ব্যাংকিং খাতে তিন দশকের অভিজ্ঞতাসম্পন্ন এই কর্মকর্তা কর্পোরেট ব্যাংকিং, ট্রেজারি, আন্তর্জাতিক বাণিজ্য ও রিটেইল ব্যাংকিংয়ে নেতৃত্ব দিয়েছেন। মিডল্যান্ড ব্যাংকের পরিচালনা পর্ষদ তার নিয়োগ অনুমোদন করেছে। নতুন এমডি বলেন, আমানতকারীদের আস্থা ও প্রযুক্তিনির্ভর সেবাই হবে অগ্রাধিকার। গ্রাহকসেবার মান উন্নয়নে ডিজিটাল ব্যাংকিং সম্প্রসারণের পরিকল্পনার কথাও জানান তিনি।: [529, 743, 837, 842]
